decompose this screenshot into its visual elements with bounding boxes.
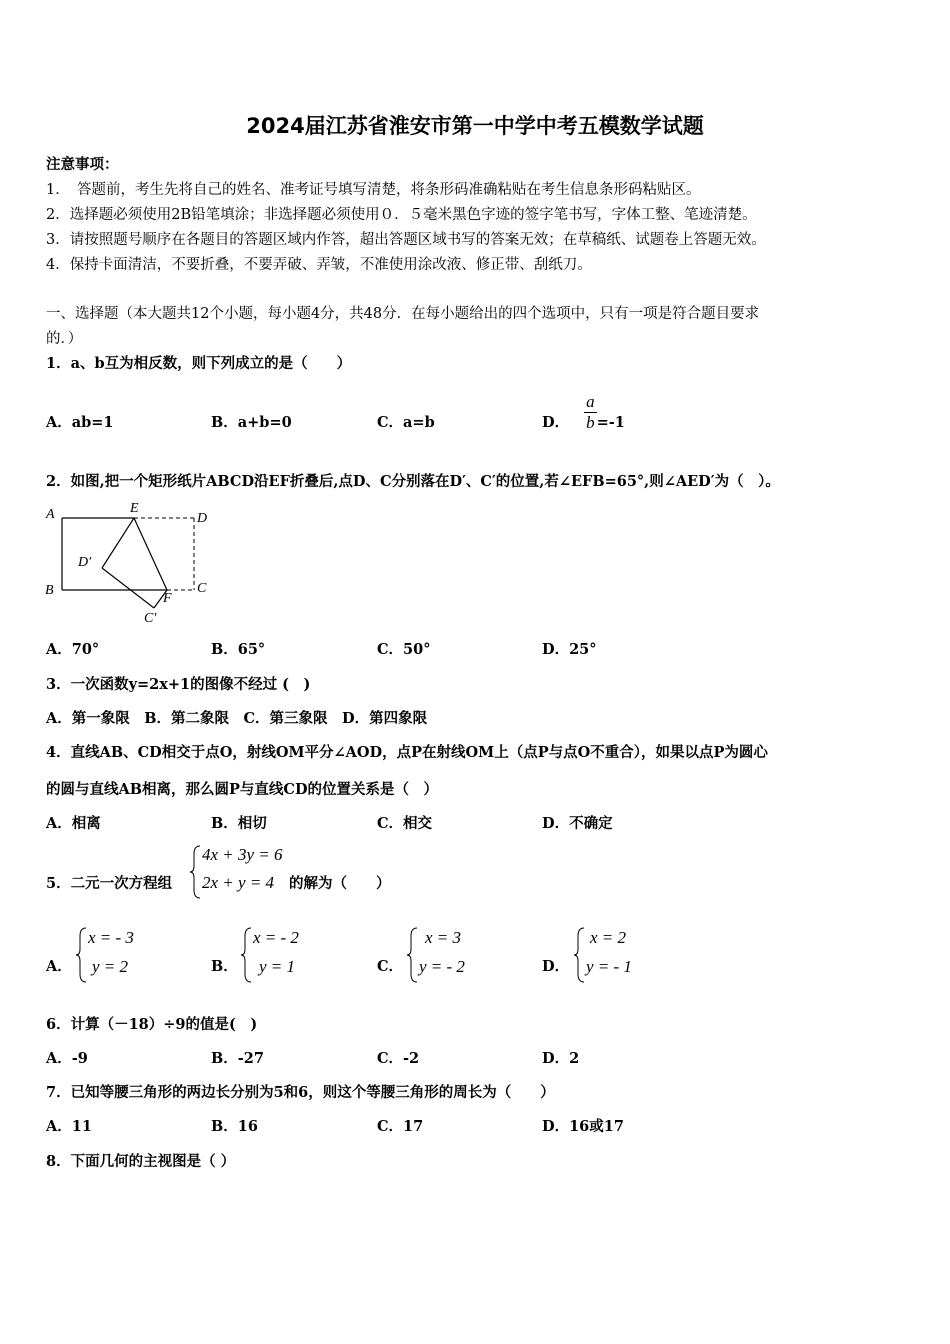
q2-label-c: C bbox=[197, 581, 207, 596]
q5-stem-suffix: 的解为（ ） bbox=[289, 875, 391, 892]
q8-stem: 8．下面几何的主视图是（ ） bbox=[46, 1153, 236, 1170]
q1-option-d bbox=[542, 391, 625, 433]
q7-stem: 7．已知等腰三角形的两边长分别为5和6，则这个等腰三角形的周长为（ ） bbox=[46, 1084, 555, 1101]
q1-fraction bbox=[584, 392, 597, 433]
q2-fold-ef bbox=[134, 518, 167, 590]
q6-option-a: A．-9 bbox=[46, 1050, 88, 1067]
q2-figure bbox=[42, 498, 222, 630]
q1-option-d-label: D． bbox=[542, 414, 570, 431]
q4-option-a: A．相离 bbox=[46, 815, 101, 832]
q1-fraction-denominator: b bbox=[586, 412, 595, 432]
q1-option-b: B．a+b=0 bbox=[211, 414, 292, 431]
q2-option-a: A．70° bbox=[46, 641, 100, 658]
q2-label-d: D bbox=[197, 511, 208, 526]
q5-stem-prefix: 5．二元一次方程组 bbox=[46, 875, 173, 892]
q4-stem-line2: 的圆与直线AB相离，那么圆P与直线CD的位置关系是（ ） bbox=[46, 781, 439, 798]
q2-label-e: E bbox=[130, 501, 139, 516]
q4-option-b: B．相切 bbox=[211, 815, 267, 832]
q5-option-a-label: A． bbox=[46, 958, 72, 975]
q5-option-a-line2: y = 2 bbox=[92, 957, 129, 976]
q5-option-b-line1: x = - 2 bbox=[253, 928, 299, 947]
q5-option-a-system bbox=[76, 926, 166, 984]
note-item-1: 1． 答题前，考生先将自己的姓名、准考证号填写清楚，将条形码准确粘贴在考生信息条形码粘贴区。 bbox=[46, 182, 701, 198]
brace-icon bbox=[241, 926, 253, 984]
q6-option-b: B．-27 bbox=[211, 1050, 264, 1067]
q1-option-d-tail: =-1 bbox=[596, 414, 625, 431]
q2-option-d: D．25° bbox=[542, 641, 597, 658]
q5-option-c-line2: y = - 2 bbox=[419, 957, 465, 976]
q2-label-b: B bbox=[45, 583, 54, 598]
note-item-3: 3．请按照题号顺序在各题目的答题区域内作答，超出答题区域书写的答案无效；在草稿纸、试题卷上答题无效。 bbox=[46, 232, 766, 248]
q4-option-d: D．不确定 bbox=[542, 815, 613, 832]
notes-heading: 注意事项： bbox=[46, 156, 119, 173]
q5-equation-2: 2x + y = 4 bbox=[202, 873, 275, 892]
q2-option-c: C．50° bbox=[377, 641, 431, 658]
q6-option-d: D．2 bbox=[542, 1050, 580, 1067]
q4-stem-line1: 4．直线AB、CD相交于点O，射线OM平分∠AOD，点P在射线OM上（点P与点O不重合），如果以点P为圆心 bbox=[46, 744, 768, 761]
q7-option-a: A．11 bbox=[46, 1118, 92, 1135]
q5-option-d-line2: y = - 1 bbox=[586, 957, 632, 976]
q7-option-d: D．16或17 bbox=[542, 1118, 624, 1135]
brace-icon bbox=[190, 844, 202, 900]
q1-option-c: C．a=b bbox=[377, 414, 435, 431]
q5-option-d-line1: x = 2 bbox=[590, 928, 627, 947]
q7-option-c: C．17 bbox=[377, 1118, 424, 1135]
q5-option-d-label: D． bbox=[542, 958, 570, 975]
section-heading-line1: 一、选择题（本大题共12个小题，每小题4分，共48分．在每小题给出的四个选项中，只有一项是符合题目要求 bbox=[46, 306, 760, 322]
section-heading-line2: 的．） bbox=[46, 331, 83, 347]
q2-edge-ed1 bbox=[102, 518, 134, 568]
q2-label-f: F bbox=[163, 591, 172, 606]
q2-edge-d1c1 bbox=[102, 568, 154, 608]
note-item-2: 2．选择题必须使用2B铅笔填涂；非选择题必须使用０．５毫米黑色字迹的签字笔书写，字体工整、笔迹清楚。 bbox=[46, 207, 757, 223]
q5-option-c-line1: x = 3 bbox=[425, 928, 462, 947]
q5-option-c-label: C． bbox=[377, 958, 404, 975]
q2-stem: 2．如图,把一个矩形纸片ABCD沿EF折叠后,点D、C分别落在D′、C′的位置,若∠EFB=65°,则∠AED′为（ ）。 bbox=[46, 473, 780, 490]
q7-option-b: B．16 bbox=[211, 1118, 258, 1135]
q2-label-a: A bbox=[46, 507, 55, 522]
q2-label-d-prime: D′ bbox=[78, 555, 92, 570]
q3-stem: 3．一次函数y=2x+1的图像不经过 ( ) bbox=[46, 676, 311, 693]
q5-option-b-system bbox=[241, 926, 331, 984]
q6-stem: 6．计算（－18）÷9的值是( ) bbox=[46, 1016, 258, 1033]
q2-label-c-prime: C′ bbox=[144, 611, 157, 626]
brace-icon bbox=[407, 926, 419, 984]
q5-option-b-line2: y = 1 bbox=[259, 957, 296, 976]
q2-option-b: B．65° bbox=[211, 641, 266, 658]
brace-icon bbox=[574, 926, 586, 984]
q1-fraction-numerator: a bbox=[586, 391, 595, 411]
q6-option-c: C．-2 bbox=[377, 1050, 420, 1067]
note-item-4: 4．保持卡面清洁，不要折叠，不要弄破、弄皱，不准使用涂改液、修正带、刮纸刀。 bbox=[46, 257, 592, 273]
q5-equation-1: 4x + 3y = 6 bbox=[202, 845, 283, 864]
q3-options: A．第一象限 B．第二象限 C．第三象限 D．第四象限 bbox=[46, 710, 428, 727]
q5-option-c-system bbox=[407, 926, 497, 984]
q5-option-a-line1: x = - 3 bbox=[88, 928, 134, 947]
q5-option-b-label: B． bbox=[211, 958, 238, 975]
q4-option-c: C．相交 bbox=[377, 815, 433, 832]
q1-option-a: A．ab=1 bbox=[46, 414, 114, 431]
q5-option-d-system bbox=[574, 926, 664, 984]
q1-stem: 1．a、b互为相反数，则下列成立的是（ ） bbox=[46, 355, 352, 372]
page-title: 2024届江苏省淮安市第一中学中考五模数学试题 bbox=[246, 114, 704, 138]
q5-equation-system bbox=[190, 844, 290, 900]
brace-icon bbox=[76, 926, 88, 984]
